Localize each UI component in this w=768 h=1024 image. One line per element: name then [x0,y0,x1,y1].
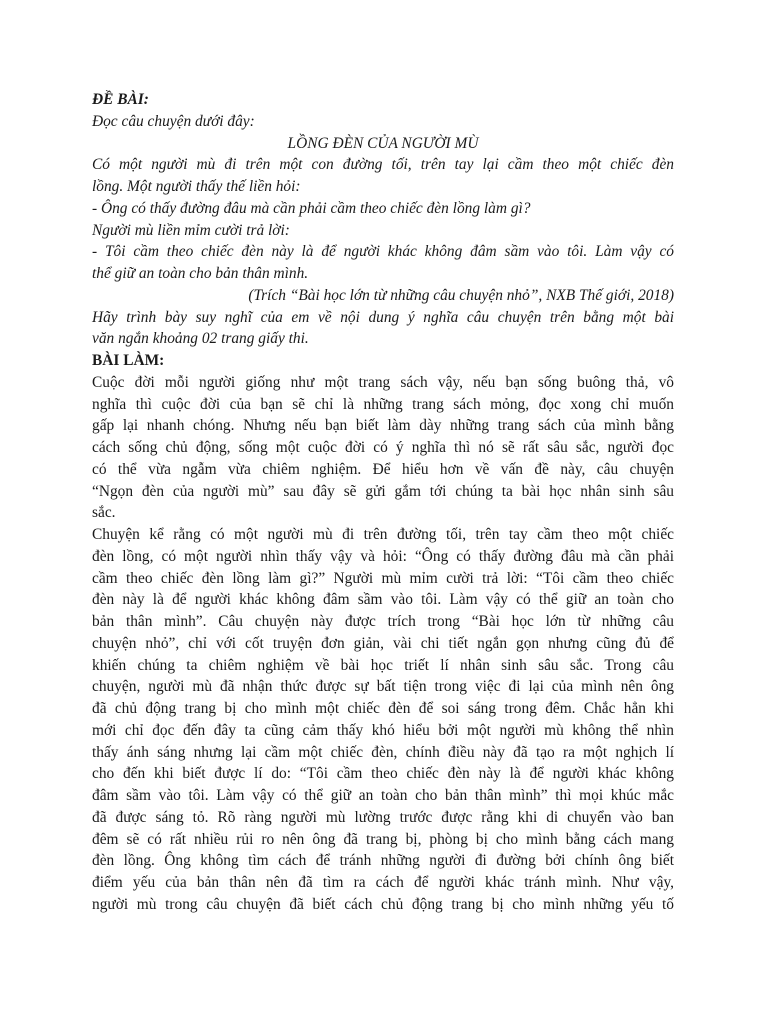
essay-line: điểm yếu của bản thân nên đã tìm ra cách để người khác tránh mình. Như vậy, [92,874,674,891]
essay-line: đâm sầm vào tôi. Làm vậy có thể giữ an toàn cho bản thân mình” thì mọi khúc mắc [92,787,674,804]
task-line: văn ngắn khoảng 02 trang giấy thi. [92,330,309,348]
story-line: - Tôi cầm theo chiếc đèn này là để người khác không đâm sầm vào tôi. Làm vậy có [92,243,674,261]
essay-line: đèn này là để người khác không đâm sầm vào tôi. Làm vậy có thể giữ an toàn cho [92,591,674,609]
essay-line: mới chỉ đọc đến đây ta cũng cảm thấy khó hiểu bởi một người mù không thể nhìn [92,721,674,739]
essay-line: nghĩa thì cuộc đời của bạn sẽ chỉ là những trang sách mỏng, đọc xong chỉ muốn [92,395,674,413]
essay-line: đã chủ động trang bị cho mình một chiếc đèn để soi sáng trong đêm. Chắc hẳn khi [92,700,674,717]
story-line: - Ông có thấy đường đâu mà cần phải cầm theo chiếc đèn lồng làm gì? [92,199,531,217]
story-line: Có một người mù đi trên một con đường tối, trên tay lại cầm theo một chiếc đèn [92,156,674,174]
bai-lam-heading: BÀI LÀM: [92,352,165,369]
essay-line: “Ngọn đèn của người mù” sau đây sẽ gửi gắm tới chúng ta bài học nhân sinh sâu [92,482,674,500]
essay-line: có thể vừa ngẫm vừa chiêm nghiệm. Để hiểu hơn về vấn đề này, câu chuyện [92,460,674,478]
story-line: Người mù liền mỉm cười trả lời: [92,221,290,239]
essay-line: bản thân mình”. Câu chuyện này được trích trong “Bài học lớn từ những câu [92,613,674,630]
instruction-line: Đọc câu chuyện dưới đây: [92,112,255,130]
essay-line: cho đến khi biết được lí do: “Tôi cầm theo chiếc đèn này là để người khác không [92,765,674,783]
story-line: lồng. Một người thấy thế liền hỏi: [92,178,301,195]
essay-line: đèn lồng. Ông không tìm cách để tránh những người đi đường bởi chính ông biết [92,852,674,870]
essay-line: đã được sáng tỏ. Rõ ràng người mù lường trước được rằng khi di chuyển vào ban [92,808,674,826]
essay-line: cách sống chủ động, sống một cuộc đời có ý nghĩa thì nó sẽ rất sâu sắc, người đọc [92,439,674,456]
essay-line: gấp lại nhanh chóng. Nhưng nếu bạn biết làm dày những trang sách của mình bằng [92,417,674,435]
story-line: thể giữ an toàn cho bản thân mình. [92,265,309,282]
task-line: Hãy trình bày suy nghĩ của em về nội dung ý nghĩa câu chuyện trên bằng một bài [92,308,674,326]
essay-line: cầm theo chiếc đèn lồng làm gì?” Người mù mỉm cười trả lời: “Tôi cầm theo chiếc [92,569,674,587]
essay-line: đèn lồng, có một người nhìn thấy vậy và hỏi: “Ông có thấy đường đâu mà cần phải [92,547,674,565]
story-title: LỒNG ĐÈN CỦA NGƯỜI MÙ [287,134,479,152]
essay-line: Chuyện kể rằng có một người mù đi trên đường tối, trên tay cầm theo một chiếc [92,526,674,543]
essay-line: Cuộc đời mỗi người giống như một trang sách vậy, nếu bạn sống buông thả, vô [92,373,674,391]
document-page [92,89,674,916]
de-bai-heading: ĐỀ BÀI: [92,91,149,108]
essay-line: chuyện nhỏ”, chỉ với cốt truyện đơn giản, vài chi tiết ngắn gọn nhưng cũng đủ để [92,634,674,652]
essay-line: đêm sẽ có rất nhiều rủi ro nên ông đã trang bị, phòng bị cho mình bằng cách mang [92,830,674,848]
citation: (Trích “Bài học lớn từ những câu chuyện nhỏ”, NXB Thế giới, 2018) [248,286,674,304]
essay-line: khiến chúng ta chiêm nghiệm về bài học triết lí nhân sinh sâu sắc. Trong câu [92,656,674,674]
essay-line: chuyện, người mù đã nhận thức được sự bất tiện trong việc đi lại của mình nên ông [92,678,674,696]
essay-line: thấy ánh sáng nhưng lại cầm một chiếc đèn, chính điều này đã tạo ra một nghịch lí [92,743,674,761]
essay-line: sắc. [92,504,116,522]
essay-line: người mù trong câu chuyện đã biết cách chủ động trang bị cho mình những yếu tố [92,895,674,913]
